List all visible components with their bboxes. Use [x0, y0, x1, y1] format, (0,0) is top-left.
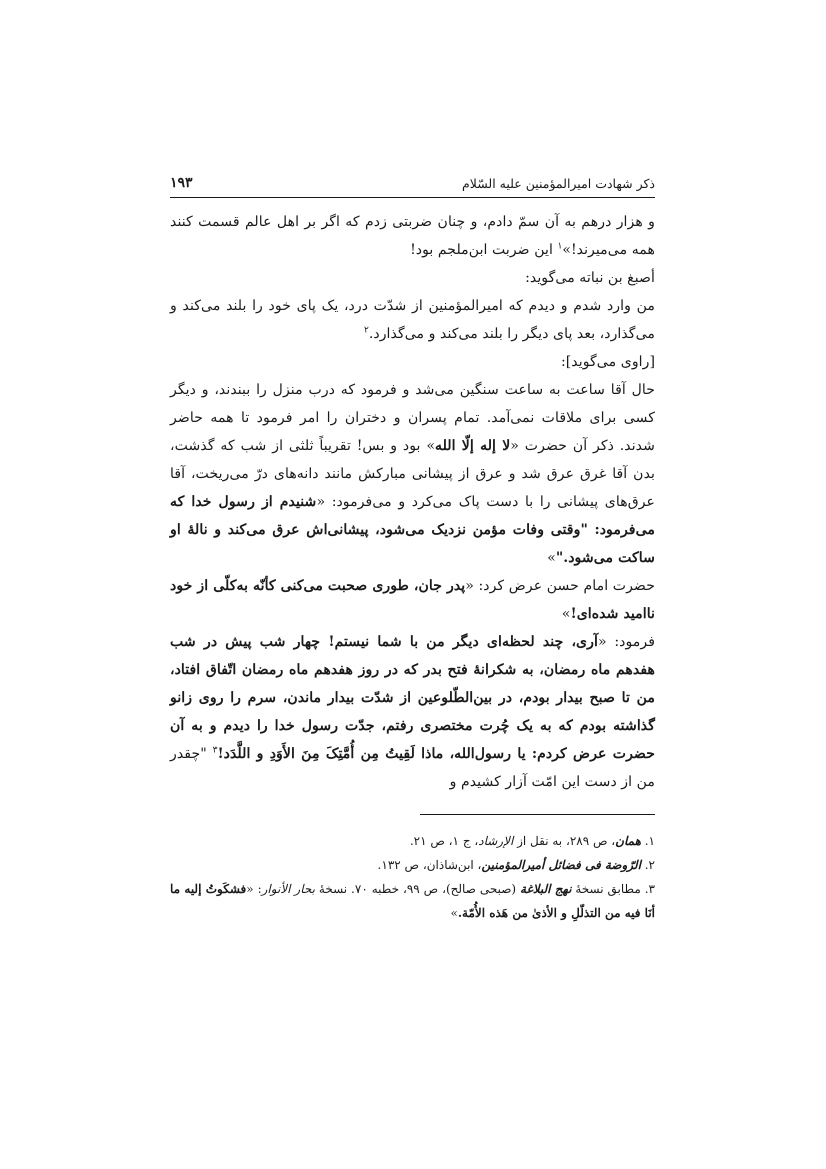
footnote-ref-3: ۳	[212, 745, 218, 756]
running-title: ذکر شهادت امیرالمؤمنین علیه السّلام	[462, 176, 655, 191]
page-number: ۱۹۳	[170, 175, 193, 191]
book-page	[170, 175, 655, 925]
paragraph-continuation: و هزار درهم به آن سمّ دادم، و چنان ضربتی زدم که اگر بر اهل عالم قسمت کنند همه می‌میرند!»$^۱$ این ضربت ابن‌ملجم بود!	[170, 214, 655, 258]
asbagh-heading: أصبغ بن نباته می‌گوید:	[525, 270, 655, 286]
farmud-paragraph: فرمود: «آری، چند لحظه‌ای دیگر من با شما نیستم! چهار شب پیش در شب هفدهم ماه رمضان، به شکرانهٔ فتح بدر که در روز هفدهم ماه رمضان اتّفاق افتاد، من تا صبح بیدار بودم، در بین‌الطّلوعین از شدّت بیدار ماندن، سرم را روی زانو گذاشته بودم که به یک چُرت مختصری رفتم، جدّت رسول خدا را دیدم و به آن حضرت عرض کردم: یا رسول‌الله، ماذا لَقِیتُ مِن أُمَّتِکَ مِنَ الأَوَدِ و اللَّدَد!$^۳$ "چقدر من از دست این امّت آزار کشیدم و	[170, 634, 656, 790]
footnote-1: ۱. همان، ص ۲۸۹، به نقل از الإرشاد، ج ۱، ص ۲۱.	[409, 834, 655, 848]
header-rule	[170, 197, 655, 198]
footnote-3: ۳. مطابق نسخهٔ نهج البلاغة (صبحی صالح)، ص ۹۹، خطبه ۷۰. نسخهٔ بحار الأنوار: «فشکَوتُ إلیه ما أنَا فیه من التذلّلِ و الأذیٰ من هَذه الأُمّة.»	[170, 882, 655, 920]
asbagh-quote: من وارد شدم و دیدم که امیرالمؤمنین از شدّت درد، یک پای خود را بلند می‌کند و می‌گذارد، بعد پای دیگر را بلند می‌کند و می‌گذارد.$^۲$	[170, 298, 655, 342]
footnote-ref-1: ۱	[557, 241, 563, 252]
footnotes	[170, 829, 655, 925]
hasan-paragraph: حضرت امام حسن عرض کرد: «پدر جان، طوری صحبت می‌کنی کأنّه به‌کلّی از خود ناامید شده‌ای!»	[170, 578, 655, 622]
narration-paragraph: حال آقا ساعت به ساعت سنگین می‌شد و فرمود که درب منزل را ببندند، و دیگر کسی برای ملاقات نمی‌آمد. تمام پسران و دختران را امر فرمود تا همه حاضر شدند. ذکر آن حضرت «لا إله إلّا الله» بود و بس! تقریباً ثلثی از شب که گذشت، بدن آقا غرق عرق شد و عرق از پیشانی مبارکش مانند دانه‌های درّ می‌ریخت، آقا عرق‌های پیشانی را با دست پاک می‌کرد و می‌فرمود: «شنیدم از رسول خدا که می‌فرمود: "وقتی وفات مؤمن نزدیک می‌شود، پیشانی‌اش عرق می‌کند و نالهٔ او ساکت می‌شود."»	[170, 382, 655, 566]
footnote-2: ۲. الرّوضة فی فضائل أمیرالمؤمنین، ابن‌شاذان، ص ۱۳۲.	[377, 858, 655, 872]
footnote-rule	[420, 814, 655, 815]
footnote-ref-2: ۲	[364, 325, 369, 336]
running-header	[170, 175, 655, 197]
main-text	[170, 208, 655, 796]
narrator-heading: [راوی می‌گوید]:	[560, 354, 655, 370]
